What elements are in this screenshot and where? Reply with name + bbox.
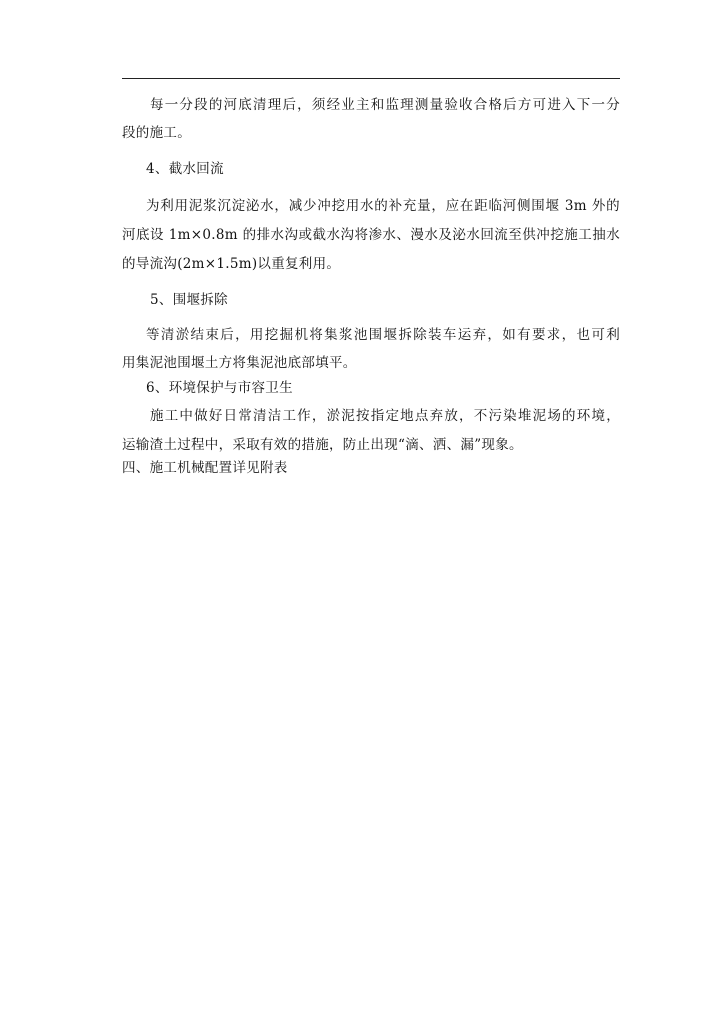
paragraph-line: 运输渣土过程中，采取有效的措施，防止出现“滴、洒、漏”现象。 [122, 437, 523, 453]
header-rule [122, 78, 620, 79]
paragraph-line: 为利用泥浆沉淀泌水，减少冲挖用水的补充量，应在距临河侧围堰 3m 外的 [146, 198, 620, 214]
paragraph-line: 用集泥池围堰土方将集泥池底部填平。 [122, 355, 357, 371]
paragraph-line: 的导流沟(2m×1.5m)以重复利用。 [122, 256, 341, 272]
paragraph-line: 河底设 1m×0.8m 的排水沟或截水沟将渗水、漫水及泌水回流至供冲挖施工抽水 [122, 227, 620, 243]
section-heading: 四、施工机械配置详见附表 [122, 460, 288, 476]
paragraph-line: 段的施工。 [122, 125, 191, 141]
paragraph-line: 施工中做好日常清洁工作，淤泥按指定地点弃放，不污染堆泥场的环境， [150, 408, 620, 424]
section-heading: 6、环境保护与市容卫生 [146, 380, 293, 396]
paragraph-line: 等清淤结束后，用挖掘机将集浆池围堰拆除装车运弃，如有要求，也可利 [146, 327, 620, 343]
paragraph-line: 每一分段的河底清理后，须经业主和监理测量验收合格后方可进入下一分 [150, 97, 620, 113]
section-heading: 5、围堰拆除 [150, 292, 228, 308]
section-heading: 4、截水回流 [146, 161, 224, 177]
